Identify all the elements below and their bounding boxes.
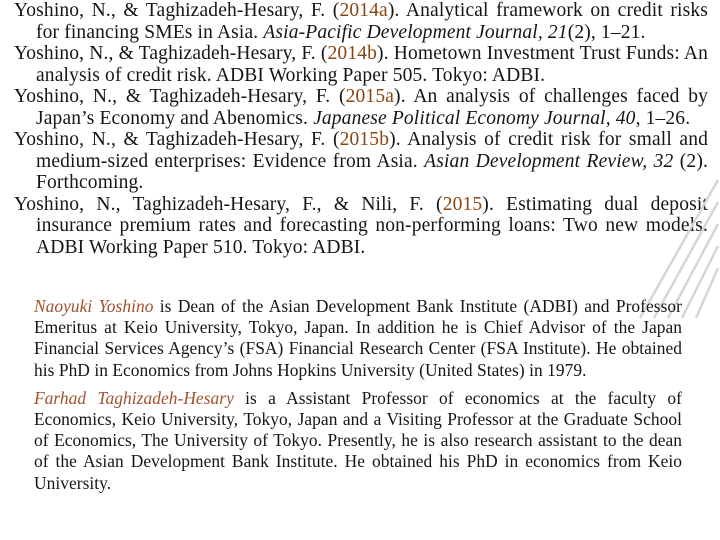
reference-journal: Asia-Pacific Development Journal, 21	[263, 21, 568, 43]
reference-year: 2015a	[345, 86, 395, 107]
reference-year: 2015	[442, 193, 483, 215]
reference-tail: (2). Forthcoming.	[36, 150, 708, 193]
reference-journal: Asian Development Review, 32	[424, 150, 674, 172]
reference-title: . Analysis of credit risk for small and medium-sized enterprises: Evidence from Asia.	[36, 129, 709, 172]
reference-item: Yoshino, N., & Taghizadeh-Hesary, F. (2015a). An analysis of challenges faced by Japan’s Economy and Abenomics. Japanese Political Economy Journal, 40, 1–26.	[14, 86, 709, 129]
reference-title: . Hometown Investment Trust Funds: An analysis of credit risk. ADBI Working Paper 505. Tokyo: ADBI.	[36, 43, 708, 86]
reference-year: 2015b	[339, 129, 390, 150]
reference-authors: Yoshino, N., & Taghizadeh-Hesary, F.	[14, 86, 331, 107]
reference-year: 2014b	[327, 43, 378, 64]
reference-authors: Yoshino, N., Taghizadeh-Hesary, F., & Nili, F.	[14, 193, 424, 215]
reference-authors: Yoshino, N., & Taghizadeh-Hesary, F.	[14, 129, 326, 150]
author-bio	[34, 388, 682, 494]
decorative-stripes	[630, 140, 720, 320]
reference-tail: (2), 1–21.	[567, 21, 646, 43]
author-bios	[34, 296, 682, 494]
reference-item: Yoshino, N., & Taghizadeh-Hesary, F. (2014a). Analytical framework on credit risks for financing SMEs in Asia. Asia-Pacific Development Journal, 21(2), 1–21.	[14, 0, 708, 43]
author-bio	[34, 296, 682, 381]
reference-journal: Japanese Political Economy Journal, 40	[313, 107, 636, 129]
reference-tail: , 1–26.	[635, 107, 691, 129]
reference-authors: Yoshino, N., & Taghizadeh-Hesary, F.	[14, 0, 326, 21]
reference-title: . Estimating dual deposit insurance premium rates and forecasting non-performing loans: Two new models. ADBI Working Paper 510. Tokyo: ADBI.	[36, 193, 708, 258]
author-bio-text: is a Assistant Professor of economics at the faculty of Economics, Keio University, Tokyo, Japan and a Visiting Professor at the Graduate School of Economics, The University of Tokyo. Presently, he is also research assistant to the dean of the Asian Development Bank Institute. He obtained his PhD in economics from Keio University.	[34, 387, 682, 493]
reference-list	[14, 0, 708, 258]
reference-title: . An analysis of challenges faced by Japan’s Economy and Abenomics.	[36, 86, 709, 129]
author-name: Naoyuki Yoshino	[34, 296, 154, 316]
reference-item: Yoshino, N., & Taghizadeh-Hesary, F. (2015b). Analysis of credit risk for small and medium-sized enterprises: Evidence from Asia. Asian Development Review, 32 (2). Forthcoming.	[14, 129, 709, 193]
author-name: Farhad Taghizadeh-Hesary	[34, 387, 234, 408]
reference-year: 2014a	[339, 0, 388, 21]
reference-item: Yoshino, N., Taghizadeh-Hesary, F., & Nili, F. (2015). Estimating dual deposit insurance premium rates and forecasting non-performing loans: Two new models. ADBI Working Paper 510. Tokyo: ADBI.	[14, 193, 708, 258]
reference-authors: Yoshino, N., & Taghizadeh-Hesary, F.	[14, 43, 316, 64]
author-bio-text: is Dean of the Asian Development Bank Institute (ADBI) and Professor Emeritus at Keio University, Tokyo, Japan. In addition he is Chief Advisor of the Japan Financial Services Agency’s (FSA) Financial Research Center (FSA Institute). He obtained his PhD in Economics from Johns Hopkins University (United States) in 1979.	[34, 296, 682, 380]
reference-item: Yoshino, N., & Taghizadeh-Hesary, F. (2014b). Hometown Investment Trust Funds: An analysis of credit risk. ADBI Working Paper 505. Tokyo: ADBI.	[14, 43, 708, 86]
reference-title: . Analytical framework on credit risks for financing SMEs in Asia.	[36, 0, 708, 43]
